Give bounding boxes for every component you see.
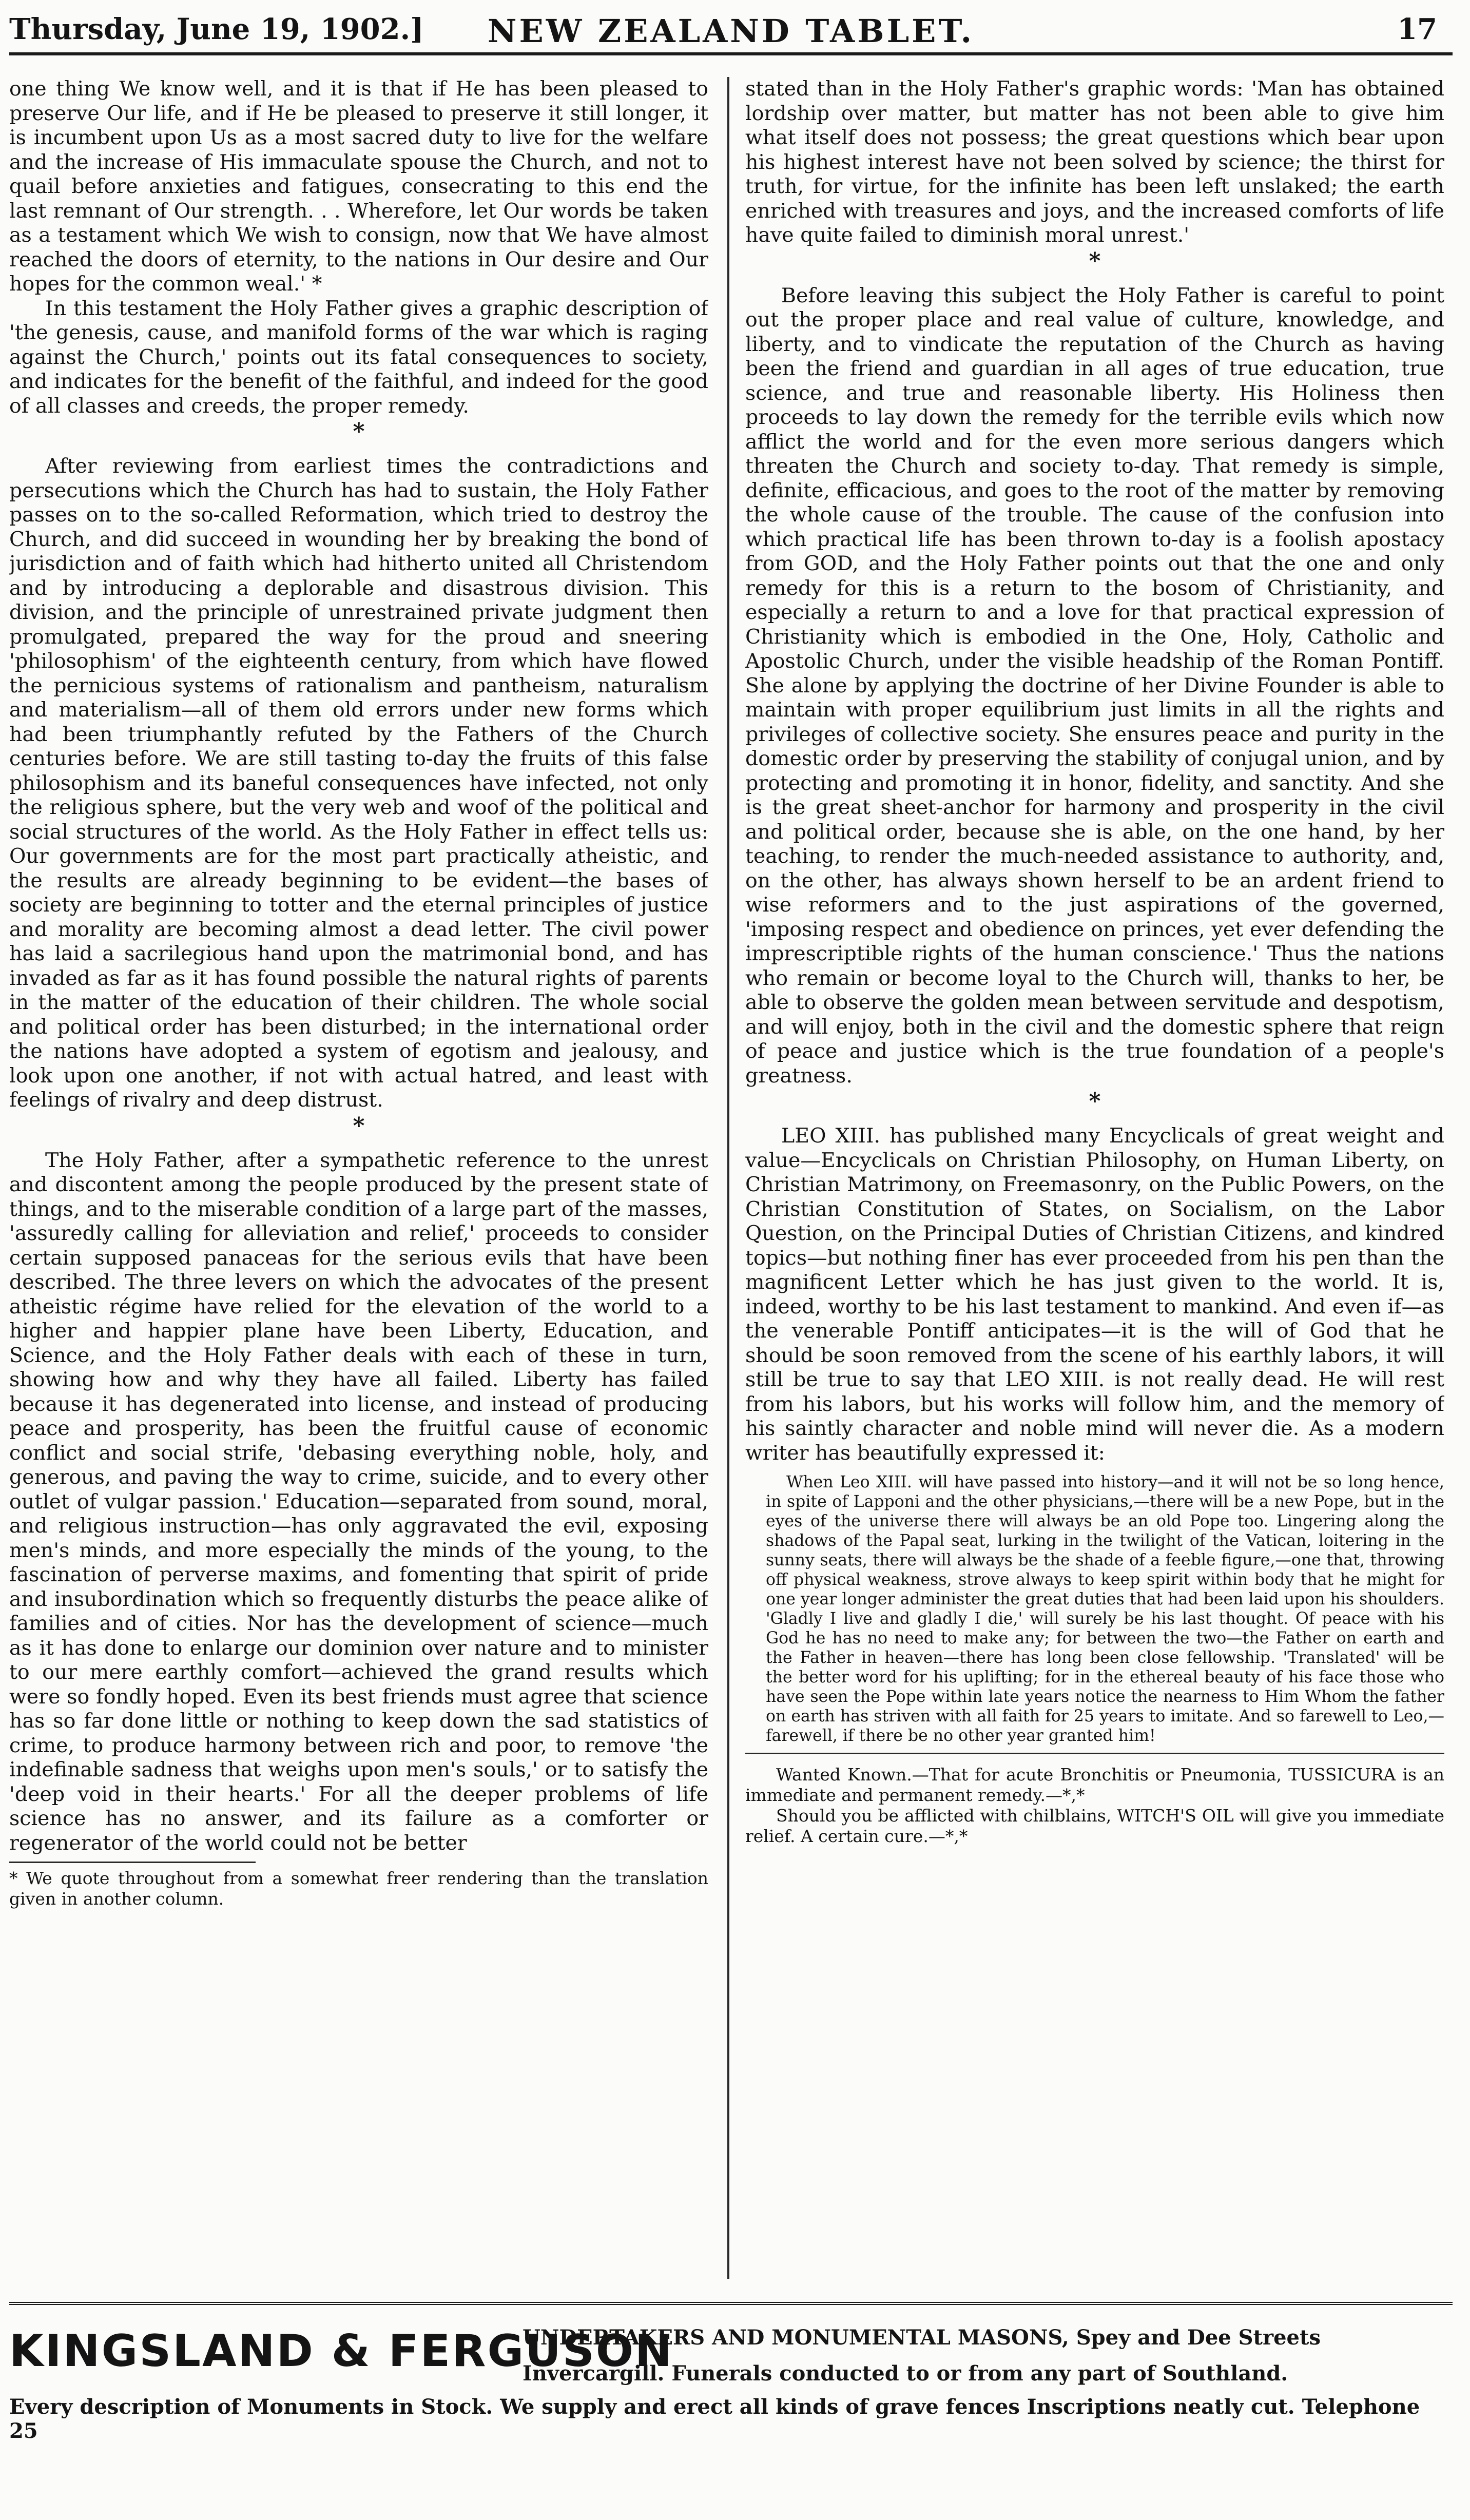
right-column bbox=[745, 77, 1444, 2284]
paragraph: one thing We know well, and it is that if He has been pleased to preserve Our life, and if He be pleased to preserve it still longer, it is incumbent upon Us as a most sacred duty to live for the welfare and the increase of His immaculate spouse the Church, and not to quail before anxieties and fatigues, consecrating to this end the last remnant of Our strength. . . Wherefore, let Our words be taken as a testament which We wish to consign, now that We have almost reached the doors of eternity, to the nations in Our desire and Our hopes for the common weal.' * bbox=[9, 77, 708, 296]
column-divider bbox=[727, 77, 729, 2279]
section-separator: * bbox=[353, 1112, 365, 1139]
notice: Wanted Known.—That for acute Bronchitis or Pneumonia, TUSSICURA is an immediate and permanent remedy.—*,* bbox=[745, 1765, 1444, 1805]
ad-line: Invercargill. Funerals conducted to or from any part of Southland. bbox=[523, 2361, 1288, 2386]
notice: Should you be afflicted with chilblains, WITCH'S OIL will give you immediate relief. A certain cure.—*,* bbox=[745, 1806, 1444, 1846]
page-header bbox=[9, 5, 1453, 55]
advertiser-name: KINGSLAND & FERGUSON bbox=[9, 2325, 673, 2377]
newspaper-title: NEW ZEALAND TABLET. bbox=[487, 12, 975, 50]
left-column bbox=[9, 77, 708, 2284]
paragraph: stated than in the Holy Father's graphic words: 'Man has obtained lordship over matter, but matter has not been able to give him what itself does not possess; the great questions which bear upon his highest interest have not been solved by science; the thirst for truth, for virtue, for the infinite has been left unslaked; the earth enriched with treasures and joys, and the increased comforts of life have quite failed to diminish moral unrest.' bbox=[745, 77, 1444, 247]
paragraph: Before leaving this subject the Holy Father is careful to point out the proper place and real value of culture, knowledge, and liberty, and to vindicate the reputation of the Church as having been the friend and guardian in all ages of true education, true science, and true and reasonable liberty. His Holiness then proceeds to lay down the remedy for the terrible evils which now afflict the world and for the even more serious dangers which threaten the Church and society to-day. That remedy is simple, definite, efficacious, and goes to the root of the matter by removing the whole cause of the trouble. The cause of the confusion into which practical life has been thrown to-day is a foolish apostacy from GOD, and the Holy Father points out that the one and only remedy for this is a return to the bosom of Christianity, and especially a return to and a love for that practical expression of Christianity which is embodied in the One, Holy, Catholic and Apostolic Church, under the visible headship of the Roman Pontiff. She alone by applying the doctrine of her Divine Founder is able to maintain with proper equilibrium just limits in all the rights and privileges of collective society. She ensures peace and purity in the domestic order by preserving the stability of conjugal union, and by protecting and promoting it in honor, fidelity, and sanctity. And she is the great sheet-anchor for harmony and prosperity in the civil and political order, because she is able, on the one hand, by her teaching, to render the much-needed assistance to authority, and, on the other, has always shown herself to be an ardent friend to wise reformers and to the just aspirations of the governed, 'imposing respect and obedience on princes, yet ever defending the imprescriptible rights of the human conscience.' Thus the nations who remain or become loyal to the Church will, thanks to her, be able to observe the golden mean between servitude and despotism, and will enjoy, both in the civil and the domestic sphere that reign of peace and justice which is the true foundation of a people's greatness. bbox=[745, 283, 1444, 1088]
section-separator: * bbox=[1089, 247, 1101, 274]
notice-divider bbox=[745, 1753, 1444, 1754]
section-separator: * bbox=[1089, 1088, 1101, 1114]
ad-line: Every description of Monuments in Stock. We supply and erect all kinds of grave fences Inscriptions neatly cut. Telephone 25 bbox=[9, 2395, 1420, 2443]
ad-line: UNDERTAKERS AND MONUMENTAL MASONS, Spey and Dee Streets bbox=[523, 2325, 1321, 2350]
footnote-divider bbox=[9, 1862, 256, 1863]
footnote: * We quote throughout from a somewhat freer rendering than the translation given in another column. bbox=[9, 1868, 708, 1909]
issue-date: Thursday, June 19, 1902.] bbox=[9, 12, 424, 46]
paragraph: LEO XIII. has published many Encyclicals of great weight and value—Encyclicals on Christian Philosophy, on Human Liberty, on Christian Matrimony, on Freemasonry, on the Public Powers, on the Christian Constitution of States, on Socialism, on the Labor Question, on the Principal Duties of Christian Citizens, and kindred topics—but nothing finer has ever proceeded from his pen than the magnificent Letter which he has just given to the world. It is, indeed, worthy to be his last testament to mankind. And even if—as the venerable Pontiff anticipates—it is the will of God that he should be soon removed from the scene of his earthly labors, it will still be true to say that LEO XIII. is not really dead. He will rest from his labors, but his works will follow him, and the memory of his saintly character and noble mind will never die. As a modern writer has beautifully expressed it: bbox=[745, 1124, 1444, 1465]
block-quote: When Leo XIII. will have passed into history—and it will not be so long hence, in spite of Lapponi and the other physicians,—there will be a new Pope, but in the eyes of the universe there will always be an old Pope too. Lingering along the shadows of the Papal seat, lurking in the twilight of the Vatican, loitering in the sunny seats, there will always be the shade of a feeble figure,—one that, throwing off physical weakness, strove always to keep spirit within body that he might for one year longer administer the great duties that had been laid upon his shoulders. 'Gladly I live and gladly I die,' will surely be his last thought. Of peace with his God he has no need to make any; for between the two—the Father on earth and the Father in heaven—there has long been close fellowship. 'Translated' will be the better word for his uplifting; for in the ethereal beauty of his face those who have seen the Pope within late years notice the nearness to Him Whom the father on earth has striven with all faith for 25 years to imitate. And so farewell to Leo,—farewell, if there be no other year granted him! bbox=[766, 1473, 1444, 1745]
advertisement bbox=[9, 2302, 1453, 2510]
section-separator: * bbox=[353, 418, 365, 444]
paragraph: The Holy Father, after a sympathetic reference to the unrest and discontent among the people produced by the present state of things, and to the miserable condition of a large part of the masses, 'assuredly calling for alleviation and relief,' proceeds to consider certain supposed panaceas for the serious evils that have been described. The three levers on which the advocates of the present atheistic régime have relied for the elevation of the world to a higher and happier plane have been Liberty, Education, and Science, and the Holy Father deals with each of these in turn, showing how and why they have all failed. Liberty has failed because it has degenerated into license, and instead of producing peace and prosperity, has been the fruitful cause of economic conflict and social strife, 'debasing everything noble, holy, and generous, and paving the way to crime, suicide, and to every other outlet of vulgar passion.' Education—separated from sound, moral, and religious instruction—has only aggravated the evil, exposing men's minds, and more especially the minds of the young, to the fascination of perverse maxims, and fomenting that spirit of pride and insubordination which so frequently disturbs the peace alike of families and of cities. Nor has the development of science—much as it has done to enlarge our dominion over nature and to minister to our mere earthly comfort—achieved the grand results which were so fondly hoped. Even its best friends must agree that science has so far done little or nothing to keep down the sad statistics of crime, to produce harmony between rich and poor, to remove 'the indefinable sadness that weighs upon men's souls,' or to satisfy the 'deep void in their hearts.' For all the deeper problems of life science has no answer, and its failure as a comforter or regenerator of the world could not be better bbox=[9, 1148, 708, 1855]
paragraph: After reviewing from earliest times the contradictions and persecutions which the Church has had to sustain, the Holy Father passes on to the so-called Reformation, which tried to destroy the Church, and did succeed in wounding her by breaking the bond of jurisdiction and of faith which had hitherto united all Christendom and by introducing a deplorable and disastrous division. This division, and the principle of unrestrained private judgment then promulgated, prepared the way for the proud and sneering 'philosophism' of the eighteenth century, from which have flowed the pernicious systems of rationalism and pantheism, naturalism and materialism—all of them old errors under new forms which had been triumphantly refuted by the Fathers of the Church centuries before. We are still tasting to-day the fruits of this false philosophism and its baneful consequences have infected, not only the religious sphere, but the very web and woof of the political and social structures of the world. As the Holy Father in effect tells us: Our governments are for the most part practically atheistic, and the results are already beginning to be evident—the bases of society are beginning to totter and the eternal principles of justice and morality are becoming almost a dead letter. The civil power has laid a sacrilegious hand upon the matrimonial bond, and has invaded as far as it has found possible the natural rights of parents in the matter of the education of their children. The whole social and political order has been disturbed; in the international order the nations have adopted a system of egotism and jealousy, and look upon one another, if not with actual hatred, and least with feelings of rivalry and deep distrust. bbox=[9, 454, 708, 1112]
paragraph: In this testament the Holy Father gives a graphic description of 'the genesis, cause, and manifold forms of the war which is raging against the Church,' points out its fatal consequences to society, and indicates for the benefit of the faithful, and indeed for the good of all classes and creeds, the proper remedy. bbox=[9, 296, 708, 418]
page-number: 17 bbox=[1397, 12, 1437, 46]
